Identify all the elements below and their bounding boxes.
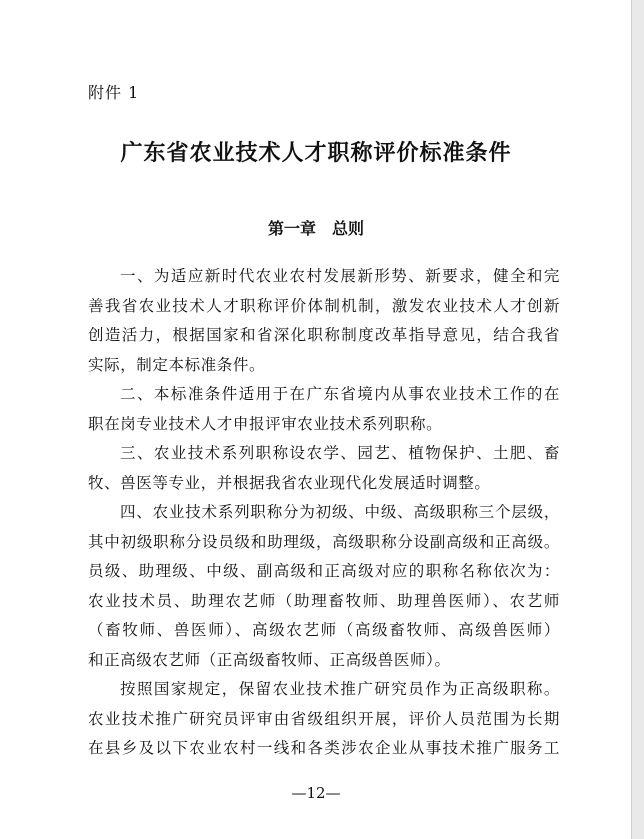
text-line: 善我省农业技术人才职称评价体制机制，激发农业技术人才创新 [88,296,560,315]
text-line: 职在岗专业技术人才申报评审农业技术系列职称。 [88,414,443,433]
text-line: 农业技术推广研究员评审由省级组织开展，评价人员范围为长期 [88,709,560,728]
text-line: 实际，制定本标准条件。 [88,355,266,374]
text-line: 创造活力，根据国家和省深化职称制度改革指导意见，结合我省 [88,326,560,344]
document-body [88,262,560,764]
text-line: 牧、兽医等专业，并根据我省农业现代化发展适时调整。 [88,473,491,492]
text-line: 二、本标准条件适用于在广东省境内从事农业技术工作的在 [120,385,560,403]
text-line: 员级、助理级、中级、副高级和正高级对应的职称名称依次为： [88,562,560,580]
document-title: 广东省农业技术人才职称评价标准条件 [120,140,512,166]
text-line: （畜牧师、兽医师）、高级农艺师（高级畜牧师、高级兽医师） [88,621,560,639]
text-line: 其中初级职称分设员级和助理级，高级职称分设副高级和正高级。 [88,532,560,551]
attachment-label: 附件 1 [88,83,140,102]
text-line: 四、农业技术系列职称分为初级、中级、高级职称三个层级， [120,503,560,521]
page-number: —12— [291,784,341,802]
text-line: 和正高级农艺师（正高级畜牧师、正高级兽医师）。 [88,650,451,669]
text-line: 农业技术员、助理农艺师（助理畜牧师、助理兽医师）、农艺师 [88,591,560,610]
text-line: 三、农业技术系列职称设农学、园艺、植物保护、土肥、畜 [120,444,560,462]
text-line: 按照国家规定，保留农业技术推广研究员作为正高级职称。 [120,680,560,698]
text-line: 在县乡及以下农业农村一线和各类涉农企业从事技术推广服务工 [88,739,560,757]
chapter-heading: 第一章 总则 [267,219,364,238]
text-line: 一、为适应新时代农业农村发展新形势、新要求，健全和完 [120,267,560,285]
